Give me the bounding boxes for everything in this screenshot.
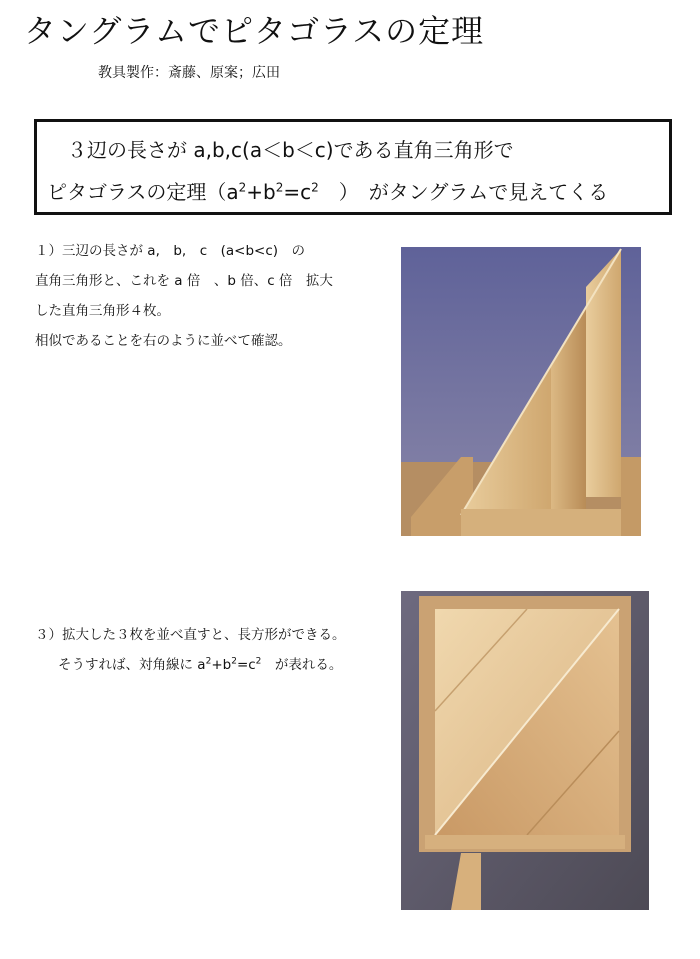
section-3-text xyxy=(35,620,346,680)
superscript: 2 xyxy=(231,656,237,667)
section-3-line: ３）拡大した３枚を並べ直すと、長方形ができる。 xyxy=(35,627,346,643)
summary-line-2 xyxy=(47,176,608,205)
front-rail xyxy=(461,509,641,536)
summary-line-1: ３辺の長さが a,b,c(a＜b＜c)である直角三角形で xyxy=(67,138,514,162)
photo-similar-triangles-drawing xyxy=(401,247,641,536)
right-rail xyxy=(621,457,641,536)
summary-text: =c xyxy=(283,180,312,204)
superscript: 2 xyxy=(311,180,319,195)
section-1-line: した直角三角形４枚。 xyxy=(35,303,170,319)
section-1-text xyxy=(35,236,333,356)
section-1-line: 直角三角形と、これを a 倍 、b 倍、c 倍 拡大 xyxy=(35,273,333,289)
summary-box xyxy=(34,119,672,215)
section-1-line: １）三辺の長さが a, b, c (a<b<c) の xyxy=(35,243,306,259)
section-1-line: 相似であることを右のように並べて確認。 xyxy=(35,333,292,349)
superscript: 2 xyxy=(255,656,262,667)
section-3-line xyxy=(35,650,346,680)
photo-rectangle-drawing xyxy=(401,591,649,910)
summary-text: +b xyxy=(246,180,276,204)
section-3-text: =c xyxy=(236,657,256,673)
page-title: タングラムでピタゴラスの定理 xyxy=(24,12,485,50)
summary-text: ピタゴラスの定理（a xyxy=(47,180,239,204)
credits: 教具製作：斎藤、原案；広田 xyxy=(98,65,280,81)
triangle-c xyxy=(586,249,621,497)
section-3-text: が表れる。 xyxy=(261,657,343,673)
photo-similar-triangles xyxy=(401,247,641,536)
summary-text: ） がタングラムで見えてくる xyxy=(318,180,609,204)
superscript: 2 xyxy=(205,656,212,667)
photo-rectangle-arrangement xyxy=(401,591,649,910)
section-3-text: +b xyxy=(211,657,232,673)
superscript: 2 xyxy=(238,180,247,195)
superscript: 2 xyxy=(275,180,284,195)
bottom-rail xyxy=(425,835,625,849)
section-3-text: そうすれば、対角線に a xyxy=(58,657,206,673)
